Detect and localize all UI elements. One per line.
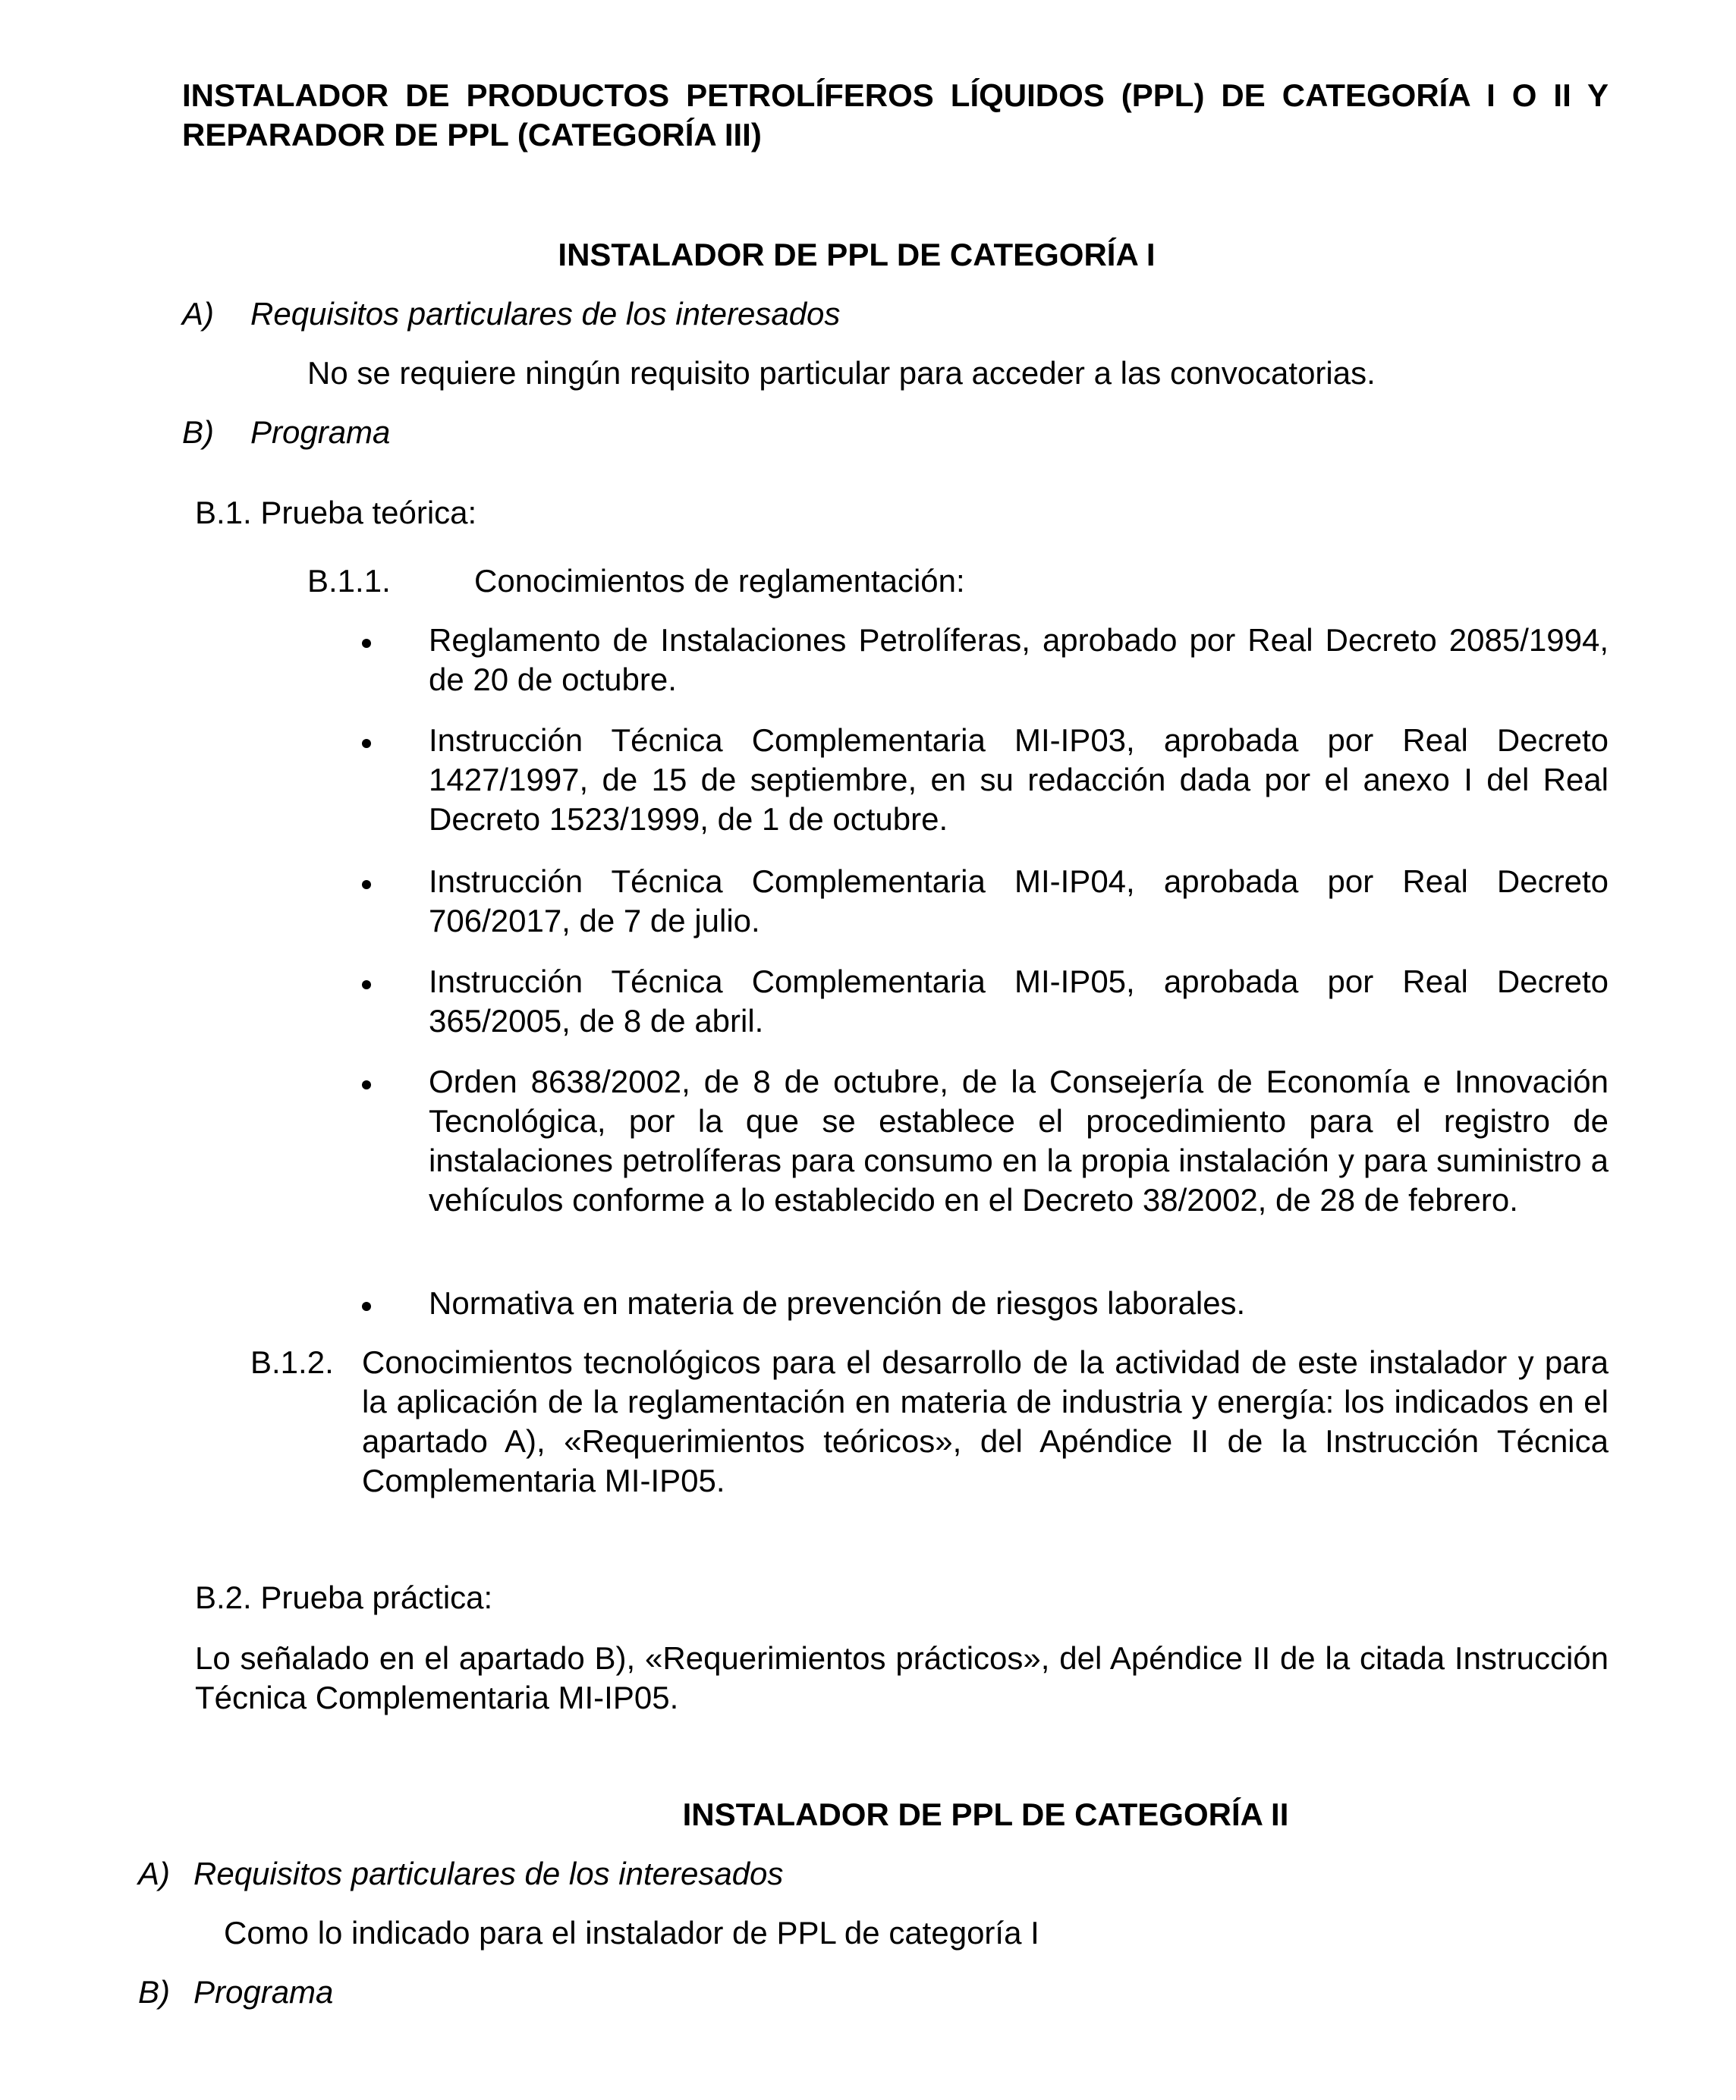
cat2-section-a-text: Como lo indicado para el instalador de PPL de categoría I — [224, 1915, 1039, 1951]
category-2-heading: INSTALADOR DE PPL DE CATEGORÍA II — [682, 1797, 1289, 1832]
b1-heading: B.1. Prueba teórica: — [195, 495, 477, 530]
bullet-dot — [362, 1080, 371, 1089]
cat1-section-a-label: Requisitos particulares de los interesados — [250, 296, 841, 332]
list-item: Instrucción Técnica Complementaria MI-IP03, aprobada por Real Decreto 1427/1997, de 15 de septiembre, en su redacción dada por el anexo I del Real Decreto 1523/1999, de 1 de octubre. — [429, 722, 1609, 837]
bullet-dot — [362, 1302, 371, 1311]
bullet-dot — [362, 639, 371, 648]
b2-text: Lo señalado en el apartado B), «Requerimientos prácticos», del Apéndice II de la citada Instrucción Técnica Complementaria MI-IP05. — [195, 1640, 1609, 1715]
cat1-section-a-marker: A) — [182, 296, 214, 332]
cat1-section-b-marker: B) — [182, 414, 214, 450]
cat1-section-a-text: No se requiere ningún requisito particular para acceder a las convocatorias. — [307, 355, 1376, 391]
b2-heading: B.2. Prueba práctica: — [195, 1580, 493, 1615]
b12-text: Conocimientos tecnológicos para el desarrollo de la actividad de este instalador y para la aplicación de la reglamentación en materia de industria y energía: los indicados en el apartado A), «Requerimientos teóricos», del Apéndice II de la Instrucción Técnica Complementaria MI-IP05. — [362, 1344, 1609, 1498]
list-item: Orden 8638/2002, de 8 de octubre, de la Consejería de Economía e Innovación Tecnológica, por la que se establece el procedimiento para el registro de instalaciones petrolíferas para consumo en la propia instalación y para suministro a vehículos conforme a lo establecido en el Decreto 38/2002, de 28 de febrero. — [429, 1064, 1609, 1218]
category-1-heading: INSTALADOR DE PPL DE CATEGORÍA I — [558, 237, 1156, 272]
list-item: Instrucción Técnica Complementaria MI-IP05, aprobada por Real Decreto 365/2005, de 8 de abril. — [429, 964, 1609, 1039]
list-item: Instrucción Técnica Complementaria MI-IP04, aprobada por Real Decreto 706/2017, de 7 de julio. — [429, 863, 1609, 938]
b11-number: B.1.1. — [307, 563, 391, 599]
list-item: Normativa en materia de prevención de riesgos laborales. — [429, 1285, 1246, 1321]
cat2-section-b-label: Programa — [193, 1974, 334, 2010]
bullet-dot — [362, 739, 371, 748]
bullet-dot — [362, 880, 371, 889]
b11-heading: Conocimientos de reglamentación: — [474, 563, 965, 599]
cat1-section-b-label: Programa — [250, 414, 391, 450]
document-title: INSTALADOR DE PRODUCTOS PETROLÍFEROS LÍQUIDOS (PPL) DE CATEGORÍA I O II Y REPARADOR DE PPL (CATEGORÍA III) — [182, 77, 1609, 152]
b12-number: B.1.2. — [250, 1344, 334, 1380]
cat2-section-b-marker: B) — [138, 1974, 170, 2010]
cat2-section-a-marker: A) — [138, 1856, 170, 1891]
bullet-dot — [362, 980, 371, 989]
cat2-section-a-label: Requisitos particulares de los interesados — [193, 1856, 784, 1891]
list-item: Reglamento de Instalaciones Petrolíferas, aprobado por Real Decreto 2085/1994, de 20 de octubre. — [429, 622, 1609, 697]
